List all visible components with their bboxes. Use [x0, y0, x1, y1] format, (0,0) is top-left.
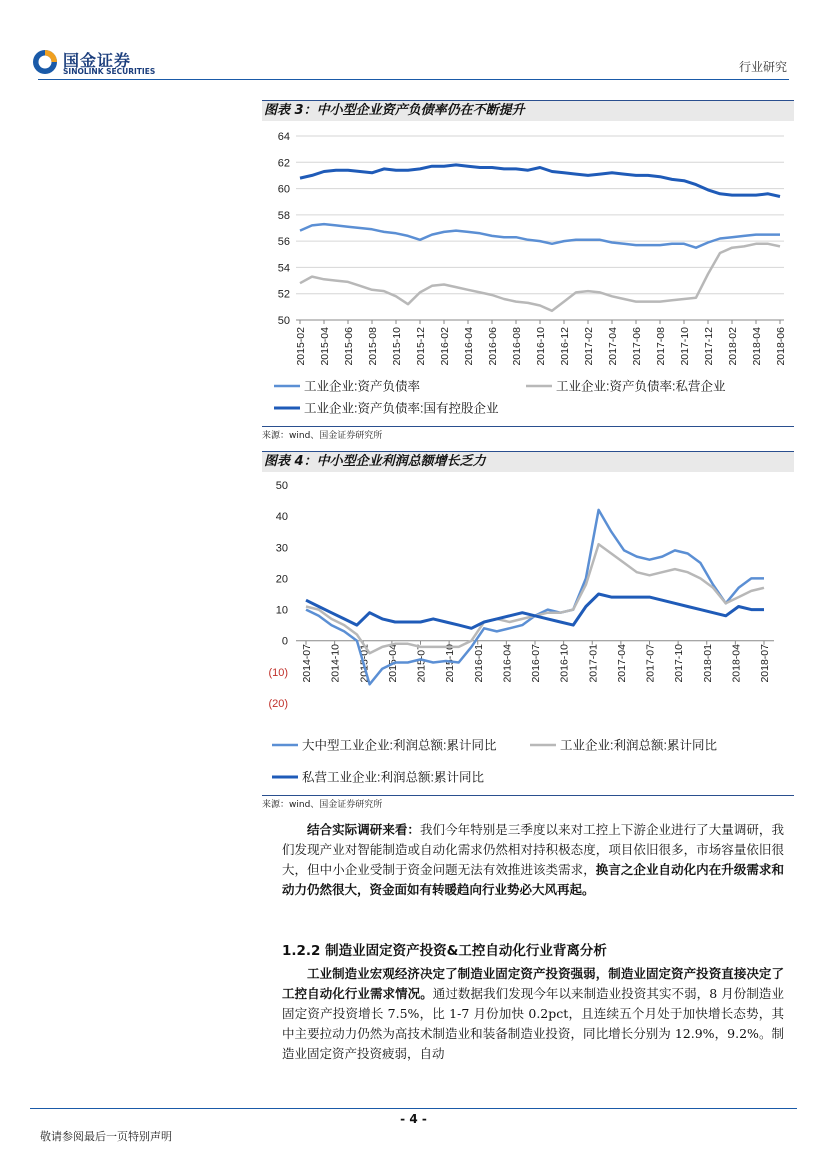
chart4-y-tick-label: 20: [275, 573, 288, 586]
page-number: - 4 -: [400, 1112, 427, 1126]
footer-divider: [30, 1108, 797, 1109]
figure3-source: 来源：wind、国金证券研究所: [262, 431, 383, 441]
chart3-x-tick-label: 2018-04: [751, 327, 763, 366]
brand-name-cn: 国金证券: [63, 51, 132, 70]
chart3-x-tick-label: 2015-12: [415, 327, 427, 366]
disclaimer-note: 敬请参阅最后一页特别声明: [40, 1130, 172, 1143]
chart3-x-tick-label: 2017-04: [607, 327, 619, 366]
chart3-series-line-2: [300, 244, 780, 311]
paragraph-investment: [282, 964, 784, 1064]
chart3-x-tick-label: 2016-02: [439, 327, 451, 366]
chart4-series-line-3: [306, 594, 764, 628]
chart3-series-line-3: [300, 165, 780, 197]
header-divider: [38, 79, 789, 80]
paragraph-investment-text: 通过数据我们发现今年以来制造业投资其实不弱，8 月份制造业固定资产投资增长 7.5%，比 1-7 月份加快 0.2pct，且连续五个月处于加快增长态势，其中主要拉动力仍然为高技术制造业和装备制造业投资，同比增长分别为 12.9%，9.2%。制造业固定资产投资疲弱，自动: [282, 986, 784, 1061]
chart4-x-tick-label: 2017-07: [644, 644, 657, 683]
chart3-x-tick-label: 2015-04: [319, 327, 331, 366]
figure4-divider: [262, 795, 794, 796]
chart4-x-tick-label: 2017-01: [587, 644, 600, 683]
chart4-x-tick-label: 2016-01: [472, 644, 485, 683]
chart3-x-tick-label: 2017-08: [655, 327, 667, 366]
chart3-x-tick-label: 2017-02: [583, 327, 595, 366]
chart4-legend-label-2: 工业企业:利润总额:累计同比: [560, 738, 717, 753]
chart3-y-tick-label: 54: [277, 262, 290, 275]
chart4-x-tick-label: 2016-10: [558, 644, 571, 683]
chart3-y-tick-label: 62: [277, 157, 290, 170]
chart4-y-tick-label: 10: [275, 604, 288, 617]
chart4-y-tick-label: 0: [281, 635, 288, 648]
chart4-x-tick-label: 2015-01: [358, 644, 371, 683]
figure4-source: 来源：wind、国金证券研究所: [262, 800, 383, 810]
chart3-y-tick-label: 56: [277, 236, 290, 249]
chart4-x-tick-label: 2014-10: [329, 644, 342, 683]
paragraph-investment-lead: 工业制造业宏观经济决定了制造业固定资产投资强弱，制造业固定资产投资直接决定了工控自动化行业需求情况。: [282, 966, 784, 1001]
chart3-x-tick-label: 2017-10: [679, 327, 691, 366]
chart4-x-tick-label: 2017-04: [615, 644, 628, 683]
chart4-x-tick-label: 2016-07: [530, 644, 542, 683]
chart3-x-tick-label: 2018-06: [775, 327, 787, 366]
figure4-title: 图表 4：中小型企业利润总额增长乏力: [262, 451, 794, 472]
chart3-x-tick-label: 2016-10: [535, 327, 547, 366]
chart3-legend-label-3: 工业企业:资产负债率:国有控股企业: [304, 401, 499, 416]
chart4-y-tick-label: 50: [275, 480, 288, 492]
chart3-x-tick-label: 2015-10: [391, 327, 403, 366]
paragraph-research: [282, 820, 784, 900]
chart3-y-tick-label: 64: [277, 131, 290, 143]
chart4-x-tick-label: 2018-07: [759, 644, 771, 683]
chart3-x-tick-label: 2018-02: [727, 327, 739, 366]
chart3-y-tick-label: 50: [277, 315, 290, 327]
paragraph-research-text: 我们今年特别是三季度以来对工控上下游企业进行了大量调研，我们发现产业对智能制造或自动化需求仍然相对持积极态度，项目依旧很多，市场容量依旧很大，但中小企业受制于资金问题无法有效推进该类需求，: [282, 822, 784, 877]
chart3-x-tick-label: 2015-02: [295, 327, 307, 366]
chart3-y-tick-label: 60: [277, 183, 290, 196]
chart4-y-tick-label: (10): [268, 666, 288, 679]
chart4-x-tick-label: 2017-10: [673, 644, 686, 683]
chart3-series-line-1: [300, 224, 780, 248]
chart3-x-tick-label: 2016-08: [511, 327, 523, 366]
chart4-legend-label-3: 私营工业企业:利润总额:累计同比: [302, 770, 484, 785]
chart4-x-tick-label: 2016-04: [501, 644, 514, 683]
chart3-x-tick-label: 2017-12: [703, 327, 715, 366]
chart3-legend-label-1: 工业企业:资产负债率: [304, 379, 420, 394]
chart4-x-tick-label: 2018-04: [730, 644, 743, 683]
figure3-divider: [262, 426, 794, 427]
chart4-x-tick-label: 2015-04: [386, 644, 399, 683]
chart4-x-tick-label: 2018-01: [701, 644, 714, 683]
brand-name-en: SINOLINK SECURITIES: [63, 67, 156, 76]
debt-ratio-chart: [262, 123, 794, 425]
logo-icon: [32, 49, 58, 75]
chart3-y-tick-label: 52: [277, 288, 290, 301]
chart4-y-tick-label: 40: [275, 511, 288, 524]
chart4-x-tick-label: 2015-07: [415, 644, 428, 683]
chart3-legend-label-2: 工业企业:资产负债率:私营企业: [556, 379, 726, 394]
chart3-x-tick-label: 2015-06: [343, 327, 355, 366]
chart4-legend-label-1: 大中型工业企业:利润总额:累计同比: [302, 738, 497, 753]
chart4-x-tick-label: 2015-10: [444, 644, 457, 683]
chart3-x-tick-label: 2017-06: [631, 327, 643, 366]
paragraph-research-conclusion: 换言之企业自动化内在升级需求和动力仍然很大，资金面如有转暖趋向行业势必大风再起。: [282, 862, 784, 897]
chart4-y-tick-label: 30: [275, 542, 288, 555]
chart3-x-tick-label: 2015-08: [367, 327, 379, 366]
paragraph-research-lead: 结合实际调研来看：: [307, 822, 420, 837]
chart3-x-tick-label: 2016-04: [463, 327, 475, 366]
chart3-x-tick-label: 2016-12: [559, 327, 571, 366]
figure3-title: 图表 3：中小型企业资产负债率仍在不断提升: [262, 100, 794, 121]
chart3-y-tick-label: 58: [277, 209, 290, 222]
chart3-x-tick-label: 2016-06: [487, 327, 499, 366]
report-category: 行业研究: [738, 60, 787, 74]
profit-growth-chart: [262, 474, 794, 794]
section-heading: 1.2.2 制造业固定资产投资&工控自动化行业背离分析: [282, 943, 607, 959]
chart4-x-tick-label: 2014-07: [301, 644, 313, 683]
chart4-y-tick-label: (20): [268, 698, 288, 710]
